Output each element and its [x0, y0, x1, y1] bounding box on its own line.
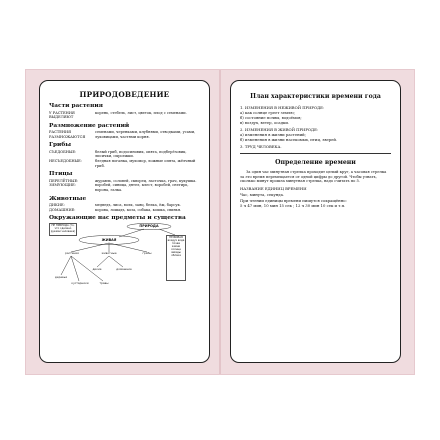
page-title: ПРИРОДОВЕДЕНИЕ — [79, 90, 170, 99]
section-heading: Части растения — [49, 103, 103, 109]
definition-row — [49, 150, 200, 159]
time-heading: Определение времени — [275, 159, 356, 166]
trees-label: деревья — [54, 274, 68, 279]
not-nature-box: НЕ ПРИРОДА (то, что сделано руками человека) — [49, 223, 77, 236]
animals-label: животные — [101, 251, 117, 256]
plan-heading: План характеристики времени года — [250, 93, 381, 100]
term-value: корень, стебель, лист, цветок, плод с семенами. — [95, 110, 187, 115]
plan-line: б) состояние почвы, водоёмов; — [240, 115, 302, 120]
units-list: Час, минута, секунда. — [240, 191, 285, 197]
plan-line: а) изменения в жизни растений; — [240, 132, 306, 137]
abbrev-example: 5 ч 47 мин, 10 мин 15 сек ; 12 ч 30 мин 10 сек и т.п. — [240, 202, 346, 208]
term-label: СЪЕДОБНЫЕ: — [49, 149, 77, 154]
plants-label: растения — [65, 251, 79, 256]
section-heading: Животные — [49, 195, 87, 202]
term-label: РАСТЕНИЯ РАЗМНОЖАЮТСЯ — [49, 130, 86, 139]
plan-list — [240, 105, 391, 149]
plan-line: 3. ТРУД ЧЕЛОВЕКА. — [240, 144, 282, 149]
term-value: белый гриб, подосиновик, опята, подберёзовик, лисички, сыроежки. — [95, 149, 187, 159]
term-value: медведь, лиса, волк, заяц, белка, ёж, барсук. — [95, 203, 181, 208]
nature-node: ПРИРОДА — [139, 224, 159, 229]
plan-line: в) воздух, ветер, осадки. — [240, 120, 290, 125]
term-label: ПЕРЕЛЁТНЫЕ: — [49, 178, 79, 183]
non-living-box: НЕЖИВАЯ воздух вода почва камни солнце звёзды облака — [166, 235, 186, 281]
shrubs-label: кустарники — [71, 280, 89, 285]
term-value: воробей, синица, дятел, клест, воробей, снегирь, ворона, галка. — [95, 183, 189, 192]
definition-row — [49, 208, 200, 213]
term-label: ДИКИЕ: — [49, 203, 65, 208]
time-sheet — [230, 80, 401, 363]
term-value: журавль, соловей, скворец, ласточка, грач, кукушка. — [95, 178, 197, 183]
plan-line: б) изменения в жизни насекомых, птиц, зверей. — [240, 137, 338, 142]
plan-line: 2. ИЗМЕНЕНИЯ В ЖИВОЙ ПРИРОДЕ: — [240, 127, 319, 132]
section-heading: Размножение растений — [49, 122, 130, 129]
term-label: У РАСТЕНИЯ ВЫДЕЛЯЮТ — [49, 110, 75, 120]
definition-row — [49, 159, 200, 168]
units-title: НАЗВАНИЕ ЕДИНИЦ ВРЕМЕНИ — [240, 185, 307, 191]
definition-row — [49, 130, 200, 139]
plan-line: 1. ИЗМЕНЕНИЯ В НЕЖИВОЙ ПРИРОДЕ: — [240, 105, 325, 110]
section-heading: Грибы — [49, 142, 72, 149]
definition-row — [49, 111, 200, 120]
plan-line: а) как солнце греет землю; — [240, 110, 295, 115]
section-heading: Окружающие нас предметы и существа — [49, 215, 186, 222]
term-label: НЕСЪЕДОБНЫЕ: — [49, 159, 82, 164]
nature-study-sheet — [39, 80, 210, 363]
section-heading: Птицы — [49, 171, 73, 178]
term-value: корова, лошадь, коза, собака, кошка, свинья. — [95, 207, 182, 212]
nature-diagram — [49, 223, 201, 293]
wild-label: дикие — [92, 266, 102, 271]
domestic-label: домашние — [116, 266, 132, 271]
sections-list — [49, 103, 200, 221]
herbs-label: травы — [99, 280, 109, 285]
term-label: ДОМАШНИЕ: — [49, 207, 76, 212]
abbrev-note: При чтении единицы времени пишутся сокращённо: — [240, 197, 347, 203]
time-paragraph: За один час минутная стрелка проходит целый круг, а часовая стрелка за это время перемещается от одной цифры до другой. Чтобы узнать, сколько минут прошла минутная стрелка, надо считать по 5. — [240, 170, 387, 184]
definition-row — [49, 183, 200, 192]
mushrooms-label: грибы — [142, 251, 152, 256]
living-node: ЖИВАЯ — [101, 237, 117, 242]
term-value: бледная поганка, мухомор, ложные опята, жёлчный гриб. — [95, 159, 196, 168]
section-divider — [240, 153, 391, 154]
term-value: семенами, черенками, клубнями, отводками, усами, луковицами, частями корня. — [95, 130, 196, 139]
term-label: ЗИМУЮЩИЕ: — [49, 183, 77, 188]
folder-spine — [219, 70, 221, 374]
